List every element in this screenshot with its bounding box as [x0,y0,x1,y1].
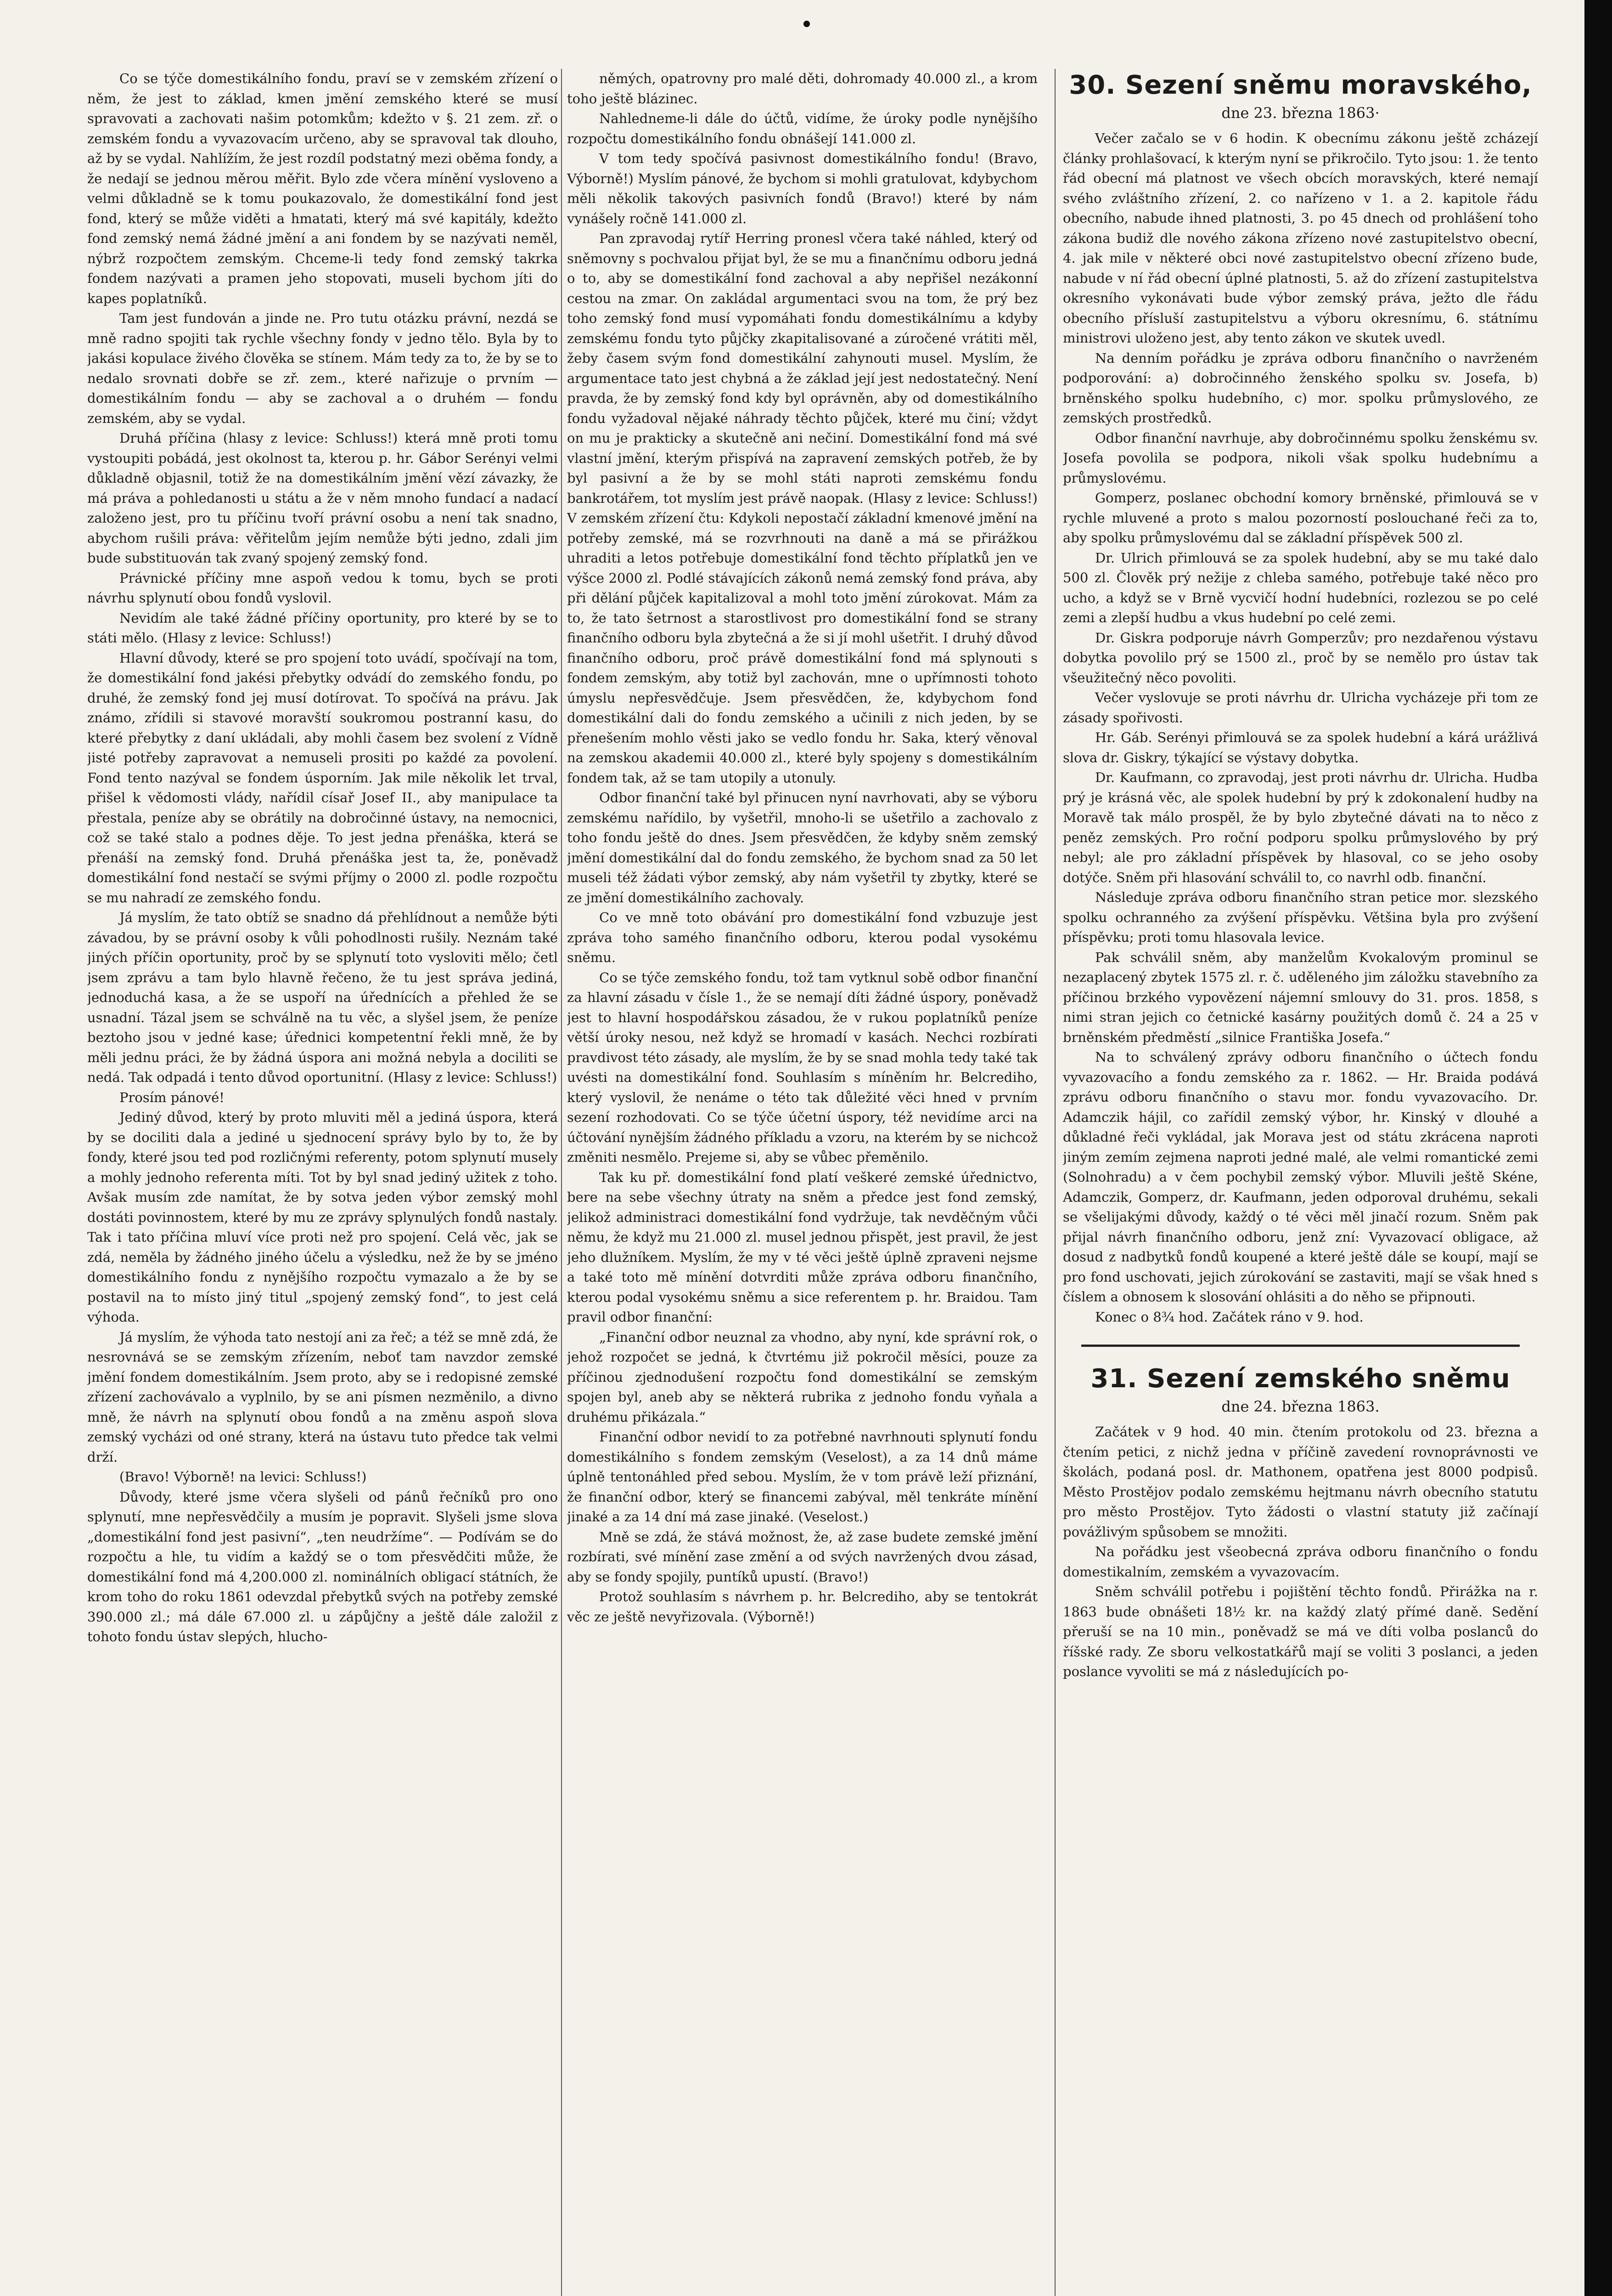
paragraph: Já myslím, že výhoda tato nestojí ani za řeč; a též se mně zdá, že nesrovnává se se zemským zřízením, neboť tam navzdor zemské jmění fondem domestikálním. Jsem proto, aby se i redopisné zemské zřízení zachovávalo a vyplnilo, by se ani písmen nezměnilo, a divno mně, že návrh na splynutí obou fondů a na změnu aspoň slova zemský vycházi od oné strany, která na ústavu tuto předce tak velmi drží. [87,1329,558,1465]
ink-dot [803,21,810,27]
paragraph: Konec o 8¾ hod. Začátek ráno v 9. hod. [1095,1309,1364,1325]
paragraph: Pak schválil sněm, aby manželům Kvokalovým prominul se nezaplacený zbytek 1575 zl. r. č. uděleného jim záložku stavebního za příčinou brzkého vypovězení nájemní smlouvy do 31. pros. 1858, s nimi stran jejich co četnické kasárny použitých domů č. 24 a 25 v brněnském předměstí „silnice Františka Josefa.“ [1063,949,1538,1045]
paragraph: Hlavní důvody, které se pro spojení toto uvádí, spočívají na tom, že domestikální fond jakési přebytky odvádí do zemského fondu, po druhé, že zemský fond jej musí dotírovat. To spočívá na právu. Jak známo, zřídili si stavové moravští soukromou postranní kasu, do které přebytky z daní ukládali, aby mohli časem bez svolení z Vídně jisté potřeby zapravovat a nemuseli prositi po každé za povolení. Fond tento nazýval se fondem úsporním. Jak mile několik let trval, přišel k vědomosti vlády, nařídil císař Josef II., aby manipulace ta přestala, peníze aby se obrátily na dobročinné ústavy, na nemocnici, což se také stalo a podnes děje. To jest jedna přenáška, která se přenáší na zemský fond. Druhá přenáška jest ta, že, poněvadž domestikální fond nestačí se svými příjmy o 2000 zl. podle rozpočtu se mu nahradí ze zemského fondu. [87,650,558,906]
paragraph: Hr. Gáb. Serényi přimlouvá se za spolek hudební a kárá urážlivá slova dr. Giskry, týkající se výstavy dobytka. [1063,730,1538,765]
paragraph: Na to schválený zprávy odboru finančního o účtech fondu vyvazovacího a fondu zemského za r. 1862. — Hr. Braida podává zprávu odboru finančního o stavu mor. fondu vyvazovacího. Dr. Adamczik hájil, co zařídil zemský výbor, hr. Kinský v dlouhé a důkladné řeči vykládal, jak Morava jest od státu zkrácena naproti jiným zemím zejmena naproti jedné malé, ale velmi romantické zemi (Solnohradu) a v čem pochybil zemský výbor. Mluvili ještě Skéne, Adamczik, Gomperz, dr. Kaufmann, jeden odporoval druhému, sekali se všelijakými důvody, každý o té věci měl jinačí rozum. Sněm pak přijal návrh finančního odboru, jenž zní: Vyvazovací obligace, až dosud z nadbytků fondů koupené a které ještě dále se koupí, mají se pro fond uschovati, jejich zúrokování se zastaviti, mají se však hned s číslem a obnosem k slosování ohlásiti a do něho se připnouti. [1063,1049,1538,1305]
paragraph: Dr. Giskra podporuje návrh Gomperzův; pro nezdařenou výstavu dobytka povolilo prý se 1500 zl., proč by se nemělo pro ústav tak všeužitečný něco povoliti. [1063,630,1538,686]
column-rule-1 [561,69,562,2296]
paragraph: Co ve mně toto obávání pro domestikální fond vzbuzuje jest zpráva toho samého finančního odboru, kterou podal vysokému sněmu. [567,910,1038,965]
paragraph: Prosím pánové! [119,1089,225,1105]
paragraph: Na pořádku jest všeobecná zpráva odboru finančního o fondu domestikalním, zemském a vyvazovacím. [1063,1544,1538,1580]
paragraph: Finanční odbor nevidí to za potřebné navrhnouti splynutí fondu domestikálního s fondem zemským (Veselost), a za 14 dnů máme úplně tentonáhled před sebou. Myslím, že v tom právě leží přiznání, že finanční odbor, který se financemi zabýval, měl tenkráte mínění jinaké a za 14 dní má zase jinaké. (Veselost.) [567,1429,1038,1525]
paragraph: němých, opatrovny pro malé děti, dohromady 40.000 zl., a krom toho ještě blázinec. [567,71,1038,107]
paragraph: Tak ku př. domestikální fond platí veškeré zemské úřednictvo, bere na sebe všechny útraty na sněm a předce jest fond zemský, jelikož administraci domestikální fond vydržuje, tak nevděčným vůči němu, že když mu 21.000 zl. musel jednou přispět, jest pravil, že jest jeho dlužníkem. Myslím, že my v té věci ještě úplně zpraveni nejsme a také toto mě mínění dotvrditi může zpráva odboru finančního, kterou podal vysokému sněmu a sice referentem p. hr. Braidou. Tam pravil odbor finanční: [567,1169,1038,1325]
scan-edge-border [1584,0,1612,2296]
paragraph: Nevidím ale také žádné příčiny oportunity, pro které by se to státi mělo. (Hlasy z levice: Schluss!) [87,610,558,646]
paragraph: Mně se zdá, že stává možnost, že, až zase budete zemské jmění rozbírati, své mínění zase změní a od svých navržených dvou zásad, aby se fondy spojily, puntíků upustí. (Bravo!) [567,1529,1038,1585]
paragraph: Večer vyslovuje se proti návrhu dr. Ulricha vycházeje při tom ze zásady spořivosti. [1063,690,1538,726]
paragraph: Večer začalo se v 6 hodin. K obecnímu zákonu ještě zcházejí články prohlašovací, k kterým nyní se přikročilo. Tyto jsou: 1. že tento řád obecní má platnost ve všech obcích moravských, které nemají svého zvláštního zřízení, 2. co nařízeno v 1. a 2. kapitole řádu obecního, nabude ihned platnosti, 3. po 45 dnech od prohlášení toho zákona budiž dle nového zákona zřízeno nové zastupitelstvo obecní, 4. jak mile v některé obci nové zastupitelstvo obecní zřízeno bude, nabude v ní řád obecní úplné platnosti, 5. až do zřízení zastupitelstva okresního vykonávati bude výbor zemský práva, ježto dle řádu obecního přísluší zastupitelstvu a výboru okresnímu, 6. státnímu ministrovi uloženo jest, aby tento zákon ve skutek uvedl. [1063,130,1538,346]
paragraph: Druhá příčina (hlasy z levice: Schluss!) která mně proti tomu vystoupiti pobádá, jest okolnost ta, kterou p. hr. Gábor Serényi velmi důkladně objasnil, totiž že na domestikálním jmění vězí závazky, že má práva a pohledanosti u státu a že v něm mnoho fundací a nadací založeno jest, pro tu příčinu tvoří právní osobu a není tak snadno, abychom rušili práva: věřitelům jejím nemůže býti jedno, zdali jim bude substituován tak zvaný spojený zemský fond. [87,430,558,566]
paragraph: Gomperz, poslanec obchodní komory brněnské, přimlouvá se v rychle mluvené a proto s malou pozorností poslouchané řeči za to, aby spolku průmyslovému dal se základní příspěvek 500 zl. [1063,490,1538,546]
paragraph: Následuje zpráva odboru finančního stran petice mor. slezského spolku ochranného za zvýšení příspěvku. Většina byla pro zvýšení příspěvku; proti tomu hlasovala levice. [1063,889,1538,945]
column-2 [567,69,1038,2296]
paragraph: Právnické příčiny mne aspoň vedou k tomu, bych se proti návrhu splynutí obou fondů vyslovil. [87,570,558,606]
paragraph: Protož souhlasím s návrhem p. hr. Belcrediho, aby se tentokrát věc ze ještě nevyřizovala. (Výborně!) [567,1589,1038,1625]
paragraph: Sněm schválil potřebu i pojištění těchto fondů. Přirážka na r. 1863 bude obnášeti 18½ kr. na každý zlatý přímé daně. Sedění přeruší se na 10 min., poněvadž se má ve díti volba poslanců do říšské rady. Ze sboru velkostatkářů mají se voliti 3 poslanci, a jeden poslance vyvoliti se má z následujících po- [1063,1584,1538,1679]
paragraph: Důvody, které jsme včera slyšeli od pánů řečníků pro ono splynutí, mne nepřesvědčily a musím je popravit. Slyšeli jsme slova „domestikální fond jest pasivní“, „ten neudržíme“. — Podívám se do rozpočtu a hle, tu vidím a každý se o tom přesvědčiti může, že domestikální fond má 4,200.000 zl. nominálních obligací státních, že krom toho do roku 1861 odevzdal přebytků svých na potřeby zemské 390.000 zl.; má dále 67.000 zl. u zápůjčny a ještě dále založil z tohoto fondu ústav slepých, hlucho- [87,1489,558,1644]
paragraph: Dr. Ulrich přimlouvá se za spolek hudební, aby se mu také dalo 500 zl. Člověk prý nežije z chleba samého, potřebuje také něco pro ucho, a když se v Brně vycvičí hodní hudebníci, rozlezou se po celé zemi a zlepší hudbu a vkus hudební po celé zemi. [1063,550,1538,625]
column-3 [1063,69,1538,2296]
paragraph: Začátek v 9 hod. 40 min. čtením protokolu od 23. března a čtením petici, z nichž jedna v příčině zavedení rovnoprávnosti ve školách, podaná posl. dr. Mathonem, opatřena jest 8000 podpisů. Město Prostějov podalo zemskému hejtmanu návrh obecního statutu pro město Prostějov. Tyto žádosti o vlastní statuty již začínají povážlivým spůsobem se množiti. [1063,1424,1538,1540]
paragraph: Na denním pořádku je zpráva odboru finančního o navrženém podporování: a) dobročinného ženského spolku sv. Josefa, b) brněnského spolku hudebního, c) mor. spolku průmyslového, ze zemských prostředků. [1063,350,1538,426]
paragraph: Pan zpravodaj rytíř Herring pronesl včera také náhled, který od sněmovny s pochvalou přijat byl, že se mu a finančnímu odboru jedná o to, aby se domestikální fond zachoval a aby nepřišel nezákonní cestou na zmar. On zakládal argumentaci svou na tom, že prý bez toho zemský fond musí vypomáhati fondu domestikálnímu a kdyby zemskému fondu tyto půjčky zkapitalisované a zúročené vrátiti měl, žeby časem svým fond domestikální zahynouti musel. Myslím, že argumentace tato jest chybná a že základ její jest nedostatečný. Není pravda, že by zemský fond kdy byl oprávněn, aby od domestikálního fondu vyžadoval nějaké náhrady těchto půjček, které mu činí; vždyt on mu je prakticky a skutečně ani nečiní. Domestikální fond má své vlastní jmění, kterým přispívá na zapravení zemských potřeb, že by byl pasivní a že by se mohl státi naproti zemskému fondu bankrotářem, tot myslím jest právě naopak. (Hlasy z levice: Schluss!) V zemském zřízení čtu: Kdykoli nepostačí základní kmenové jmění na potřeby zemské, má se rozvrhnouti na daně a má se přirážkou uhraditi a letos potřebuje domestikální fond těchto příplatků jen ve výšce 2000 zl. Podlé stávajících zákonů nemá zemský fond práva, aby při dělání půjček kapitalizoval a mohl toto jmění zúrokovat. Mám za to, že tato šetrnost a starostlivost pro domestikální fond se strany finančního odboru byla zbytečná a že si jí mohl ušetřit. I druhý důvod finančního odboru, proč právě domestikální fond má splynouti s fondem zemským, aby totiž byl zachován, mne o upřímnosti tohoto úmyslu nepřesvědčuje. Jsem přesvědčen, že, kdybychom fond domestikální dali do fondu zemského a učinili z nich jeden, by se přenešením mohlo věsti jako se vedlo fondu hr. Saka, který věnoval na zemskou akademii 40.000 zl., které byly spojeny s domestikálním fondem tak, až se tam utopily a utonuly. [567,231,1038,786]
paragraph: (Bravo! Výborně! na levici: Schluss!) [119,1469,367,1485]
column-rule-2 [1055,69,1056,2296]
section-title-31: 31. Sezení zemského sněmu [1090,1364,1511,1394]
section-divider [1081,1345,1520,1347]
paragraph: Co se týče zemského fondu, tož tam vytknul sobě odbor finanční za hlavní zásadu v čísle 1., že se nemají díti žádné úspory, poněvadž jest to hlavní hospodářskou zásadou, že v rukou poplatníků peníze větší úroky nesou, než když se hromadí v kasách. Nechci rozbírati pravdivost této zásady, ale myslím, že by se snad mohla tedy také tak uvésti na domestikální fond. Souhlasím s míněním hr. Belcrediho, který vyslovil, že nenáme o této tak důležité věci hned v prvním sezení rozhodovati. Co se týče účetní úspory, též nevidíme arci na účtování nynějším žádného příkladu a vzoru, na kterém by se nichcož změniti nesmělo. Prejeme si, aby se vůbec přeměnilo. [567,969,1038,1165]
paragraph: V tom tedy spočívá pasivnost domestikálního fondu! (Bravo, Výborně!) Myslím pánové, že bychom si mohli gratulovat, kdybychom měli několik takových pasivních fondů (Bravo!) které by nám vynášely ročně 141.000 zl. [567,151,1038,226]
paragraph: Jediný důvod, který by proto mluviti měl a jediná úspora, která by se dociliti dala a jediné u sjednocení správy bylo by to, že by fondy, které jsou ted pod rozličnými referenty, potom splynutí musely a mohly jednoho referenta míti. Tot by byl snad jediný užitek z toho. Avšak musím zde namítat, že by sotva jeden výbor zemský mohl dostáti povinnostem, které by mu ze zprávy splynulých fondů nastaly. Tak i tato příčina mluví více proti než pro spojení. Celá věc, jak se zdá, neměla by žádného jiného účelu a výsledku, než že by se jméno domestikálního fondu z nynějšího rozpočtu vymazalo a že by se postavil na to místo jiný titul „spojený zemský fond“, to jest celá výhoda. [87,1109,558,1325]
paragraph: Co se týče domestikálního fondu, praví se v zemském zřízení o něm, že jest to základ, kmen jmění zemského které se musí spravovati a zachovati našim potomkům; kdežto v §. 21 zem. zř. o zemském fondu a vyvazovacím určeno, aby se spravoval tak dlouho, až by se vydal. Nahlížím, že jest rozdíl podstatný mezi oběma fondy, a že nedají se jednou měrou měřit. Bylo zde včera mínění vysloveno a velmi důkladně se k tomu poukazovalo, že domestikální fond jest fond, který se může viděti a hmatati, který má své kapitály, kdežto fond zemský nemá žádné jmění a ani fondem by se nazývati neměl, nýbrž rozpočtem zemským. Chceme-li tedy fond zemský takrka fondem nazývati a pramen jeho stopovati, museli bychom jíti do kapes poplatníků. [87,71,558,306]
paragraph: Tam jest fundován a jinde ne. Pro tutu otázku právní, nezdá se mně radno spojiti tak rychle všechny fondy v jedno tělo. Byla by to jakási kopulace živého člověka se stínem. Mám tedy za to, že by se to nedalo srovnati dobře se zř. zem., které nařizuje o prvním — domestikálním fondu — aby se zachoval a o druhém — fondu zemském, aby se vydal. [87,310,558,426]
section-title-30: 30. Sezení sněmu moravského, [1069,70,1532,100]
paragraph: „Finanční odbor neuznal za vhodno, aby nyní, kde správní rok, o jehož rozpočet se jedná, k čtvrtému již pokročil měsíci, pouze za příčinou zjednodušení rozpočtu fond domestikální se zemským spojen byl, aneb aby se některá rubrika z jednoho fondu vyňala a druhému přikázala.“ [567,1329,1038,1425]
section-date-30: dne 23. března 1863· [1221,104,1380,122]
paragraph: Dr. Kaufmann, co zpravodaj, jest proti návrhu dr. Ulricha. Hudba prý je krásná věc, ale spolek hudební by prý k zdokonalení hudby na Moravě tak málo prospěl, že by bylo zbytečné dávati na to něco z peněz zemských. Pro roční podporu spolku průmyslového by prý nebyl; ale pro základní příspěvek by hlasoval, co se jeho osoby dotýče. Sněm při hlasování schválil to, co navrhl odb. finanční. [1063,770,1538,885]
paragraph: Odbor finanční navrhuje, aby dobročinnému spolku ženskému sv. Josefa povolila se podpora, nikoli však spolku hudebnímu a průmyslovému. [1063,430,1538,486]
paragraph: Nahledneme-li dále do účtů, vidíme, že úroky podle nynějšího rozpočtu domestikálního fondu obnášejí 141.000 zl. [567,111,1038,146]
column-1 [87,69,558,2296]
paragraph: Odbor finanční také byl přinucen nyní navrhovati, aby se výboru zemskému nařídilo, by vyšetřil, mnoho-li se ušetřilo a zachovalo z toho fondu ještě do dnes. Jsem přesvědčen, že kdyby sněm zemský jmění domestikální dal do fondu zemského, že bychom snad za 50 let museli též žádati výbor zemský, aby nám vyšetřil ty zbytky, které se ze jmění domestikálního zachovaly. [567,790,1038,906]
section-date-31: dne 24. března 1863. [1221,1398,1380,1415]
paragraph: Já myslím, že tato obtíž se snadno dá přehlídnout a nemůže býti závadou, by se právní osoby k vůli pohodlnosti rušily. Neznám také jiných příčin oportunity, proč by se splynutí toto vysloviti mělo; četl jsem zprávu a tam bylo hlavně řečeno, že tu jest správa jediná, jednoduchá kasa, a že se uspoří na úřednících a přehled že se usnadní. Tázal jsem se schválně na tu věc, a slyšel jsem, že peníze beztoho jsou v jedné kase; úřednici kompetentní řekli mně, že by měli jednu práci, že by žádná úspora ani možná nebyla a dociliti se nedá. Tak odpadá i tento důvod oportunitní. (Hlasy z levice: Schluss!) [87,910,558,1085]
